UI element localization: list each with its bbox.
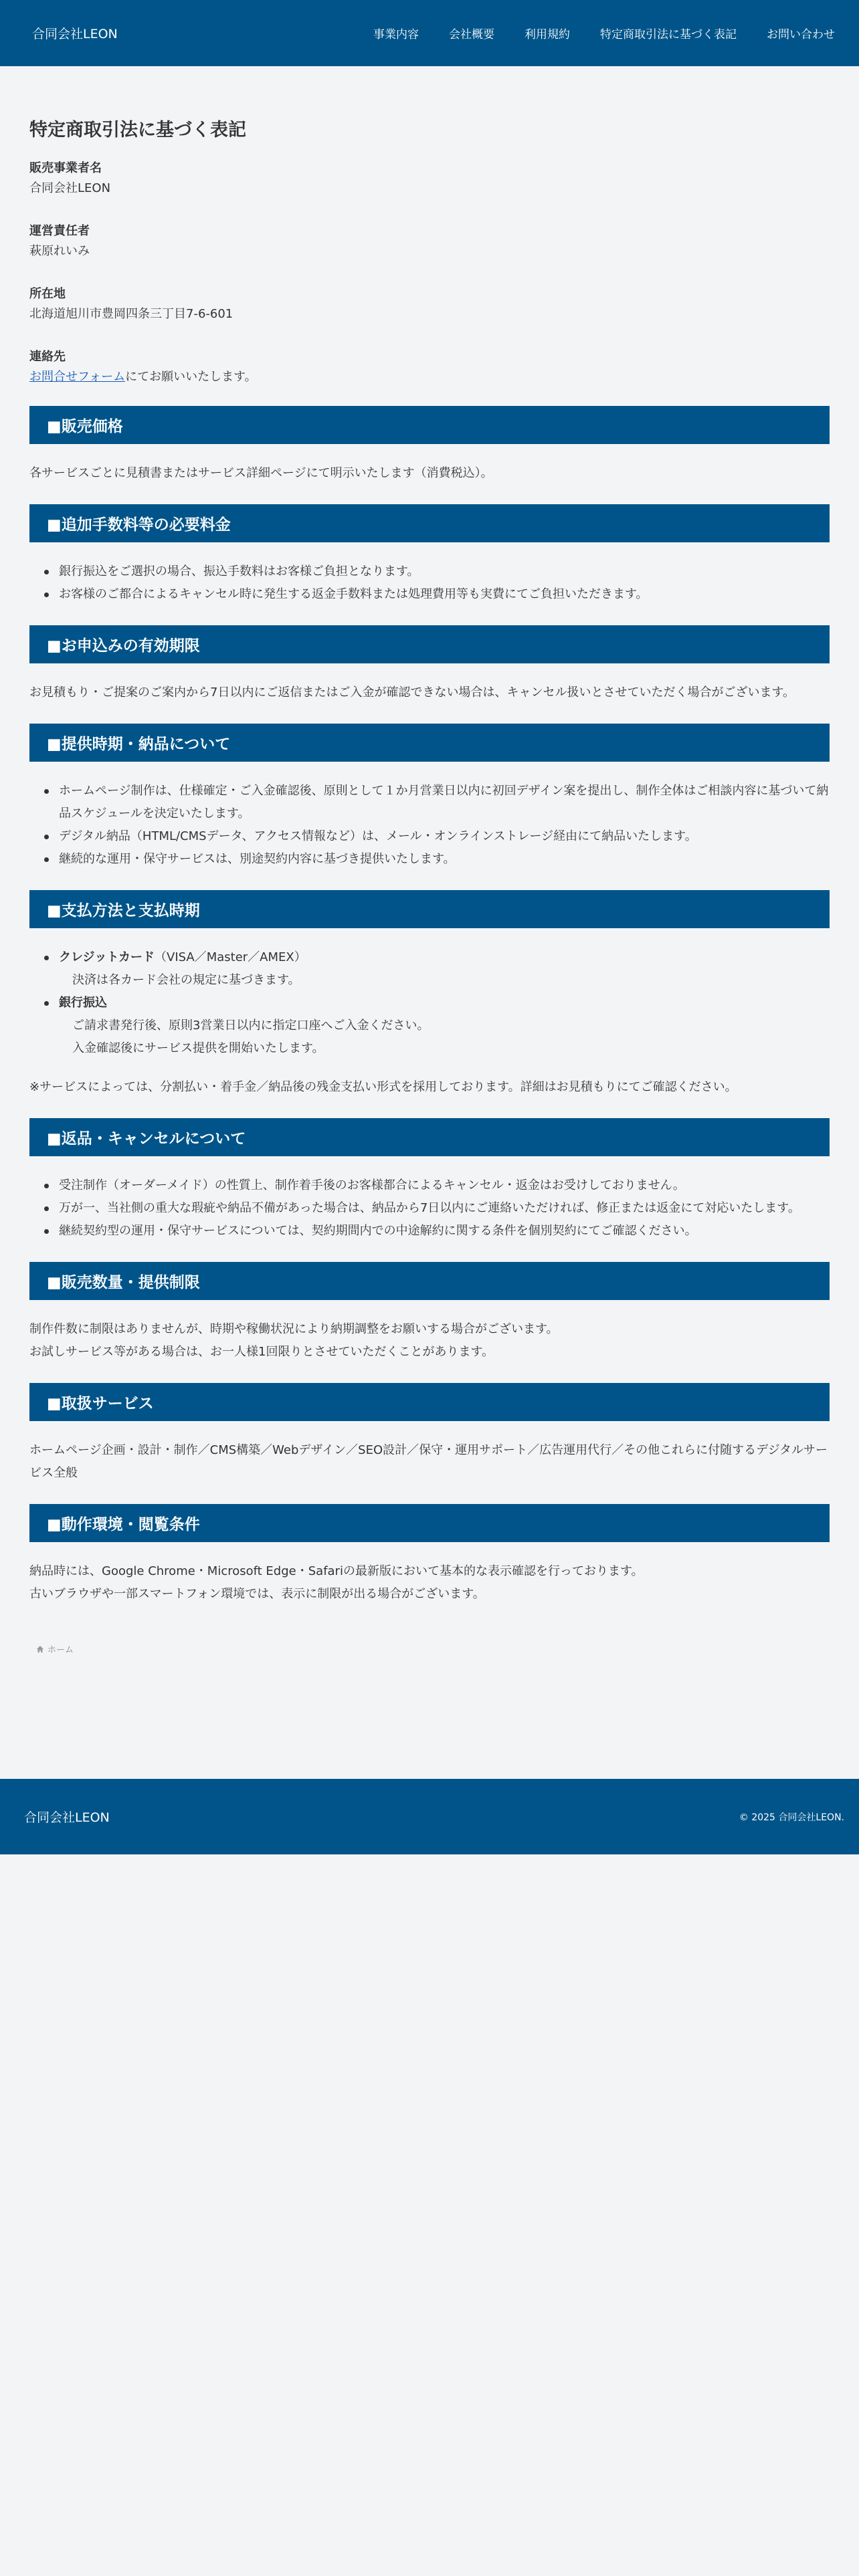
list-item: お客様のご都合によるキャンセル時に発生する返金手数料または処理費用等も実費にてご負担いただきます。 bbox=[59, 583, 830, 606]
main-content bbox=[29, 66, 830, 1655]
bank-note-2: 入金確認後にサービス提供を開始いたします。 bbox=[72, 1041, 324, 1056]
seller-info bbox=[29, 158, 830, 387]
credit-label: クレジットカード bbox=[59, 950, 155, 965]
section-body-services bbox=[29, 1421, 830, 1504]
bank-note-1: ご請求書発行後、原則3営業日以内に指定口座へご入金ください。 bbox=[72, 1018, 430, 1033]
env-line-1: 納品時には、Google Chrome・Microsoft Edge・Safariの最新版において基本的な表示確認を行っております。 bbox=[29, 1564, 644, 1579]
manager-label: 運営責任者 bbox=[29, 224, 90, 239]
address-value: 北海道旭川市豊岡四条三丁目7-6-601 bbox=[29, 307, 233, 322]
section-body-cancel bbox=[29, 1156, 830, 1262]
list-item: 銀行振込をご選択の場合、振込手数料はお客様ご負担となります。 bbox=[59, 560, 830, 583]
address-block bbox=[29, 284, 830, 324]
seller-block bbox=[29, 158, 830, 199]
limits-line-2: お試しサービス等がある場合は、お一人様1回限りとさせていただくことがあります。 bbox=[29, 1345, 494, 1360]
payment-note: ※サービスによっては、分割払い・着手金／納品後の残金支払い形式を採用しております。詳細はお見積もりにてご確認ください。 bbox=[29, 1080, 737, 1095]
page-title: 特定商取引法に基づく表記 bbox=[29, 120, 246, 140]
manager-block bbox=[29, 221, 830, 261]
list-item-bank bbox=[59, 992, 830, 1060]
site-footer bbox=[0, 1779, 859, 1854]
contact-block bbox=[29, 347, 830, 387]
section-body-delivery bbox=[29, 762, 830, 890]
home-icon bbox=[36, 1645, 44, 1653]
site-header bbox=[0, 0, 859, 66]
nav-item-terms[interactable]: 利用規約 bbox=[524, 28, 570, 41]
cancel-list bbox=[29, 1174, 830, 1243]
site-title-link[interactable]: 合同会社LEON bbox=[32, 27, 118, 41]
price-text: 各サービスごとに見積書またはサービス詳細ページにて明示いたします（消費税込）。 bbox=[29, 466, 493, 481]
section-heading-validity: ■お申込みの有効期限 bbox=[29, 625, 830, 663]
delivery-list bbox=[29, 780, 830, 871]
manager-value: 萩原れいみ bbox=[29, 244, 90, 259]
contact-suffix: にてお願いいたします。 bbox=[125, 370, 257, 385]
address-label: 所在地 bbox=[29, 287, 66, 302]
section-heading-env: ■動作環境・閲覧条件 bbox=[29, 1504, 830, 1542]
limits-line-1: 制作件数に制限はありませんが、時期や稼働状況により納期調整をお願いする場合がございます。 bbox=[29, 1322, 559, 1337]
section-heading-limits: ■販売数量・提供制限 bbox=[29, 1262, 830, 1300]
list-item: 万が一、当社側の重大な瑕疵や納品不備があった場合は、納品から7日以内にご連絡いただければ、修正または返金にて対応いたします。 bbox=[59, 1197, 830, 1220]
list-item: ホームページ制作は、仕様確定・ご入金確認後、原則として１か月営業日以内に初回デザイン案を提出し、制作全体はご相談内容に基づいて納品スケジュールを決定いたします。 bbox=[59, 780, 830, 825]
bank-label: 銀行振込 bbox=[59, 996, 107, 1010]
credit-brands: （VISA／Master／AMEX） bbox=[155, 950, 306, 965]
section-heading-payment: ■支払方法と支払時期 bbox=[29, 890, 830, 928]
nav-item-tokushoho[interactable]: 特定商取引法に基づく表記 bbox=[600, 28, 737, 41]
section-heading-fees: ■追加手数料等の必要料金 bbox=[29, 504, 830, 542]
breadcrumb-home-link[interactable]: ホーム bbox=[47, 1645, 74, 1656]
section-body-validity bbox=[29, 663, 830, 724]
list-item: 継続契約型の運用・保守サービスについては、契約期間内での中途解約に関する条件を個別契約にてご確認ください。 bbox=[59, 1220, 830, 1243]
seller-value: 合同会社LEON bbox=[29, 181, 111, 196]
footer-logo-link[interactable]: 合同会社LEON bbox=[24, 1810, 110, 1825]
credit-note: 決済は各カード会社の規定に基づきます。 bbox=[72, 973, 300, 988]
section-heading-cancel: ■返品・キャンセルについて bbox=[29, 1118, 830, 1156]
list-item: 受注制作（オーダーメイド）の性質上、制作着手後のお客様都合によるキャンセル・返金はお受けしておりません。 bbox=[59, 1174, 830, 1197]
breadcrumb bbox=[29, 1642, 830, 1655]
nav-item-business[interactable]: 事業内容 bbox=[373, 28, 419, 41]
section-body-limits bbox=[29, 1300, 830, 1383]
copyright: © 2025 合同会社LEON. bbox=[739, 1812, 844, 1823]
section-body-payment bbox=[29, 928, 830, 1118]
section-heading-delivery: ■提供時期・納品について bbox=[29, 724, 830, 762]
section-heading-services: ■取扱サービス bbox=[29, 1383, 830, 1421]
section-body-fees bbox=[29, 542, 830, 625]
list-item: 継続的な運用・保守サービスは、別途契約内容に基づき提供いたします。 bbox=[59, 848, 830, 871]
contact-value bbox=[29, 367, 830, 387]
nav-item-contact[interactable]: お問い合わせ bbox=[767, 28, 835, 41]
contact-form-link[interactable]: お問合せフォーム bbox=[29, 370, 126, 385]
global-nav bbox=[373, 25, 835, 41]
contact-label: 連絡先 bbox=[29, 350, 66, 364]
validity-text: お見積もり・ご提案のご案内から7日以内にご返信またはご入金が確認できない場合は、キャンセル扱いとさせていただく場合がございます。 bbox=[29, 685, 795, 700]
section-heading-price: ■販売価格 bbox=[29, 406, 830, 444]
services-text: ホームページ企画・設計・制作／CMS構築／Webデザイン／SEO設計／保守・運用サポート／広告運用代行／その他これらに付随するデジタルサービス全般 bbox=[29, 1443, 828, 1481]
section-body-env bbox=[29, 1542, 830, 1625]
list-item: デジタル納品（HTML/CMSデータ、アクセス情報など）は、メール・オンラインストレージ経由にて納品いたします。 bbox=[59, 825, 830, 848]
list-item-credit bbox=[59, 946, 830, 992]
nav-item-company[interactable]: 会社概要 bbox=[449, 28, 494, 41]
fees-list bbox=[29, 560, 830, 606]
env-line-2: 古いブラウザや一部スマートフォン環境では、表示に制限が出る場合がございます。 bbox=[29, 1587, 485, 1602]
section-body-price bbox=[29, 444, 830, 504]
payment-list bbox=[29, 946, 830, 1060]
seller-label: 販売事業者名 bbox=[29, 161, 102, 176]
